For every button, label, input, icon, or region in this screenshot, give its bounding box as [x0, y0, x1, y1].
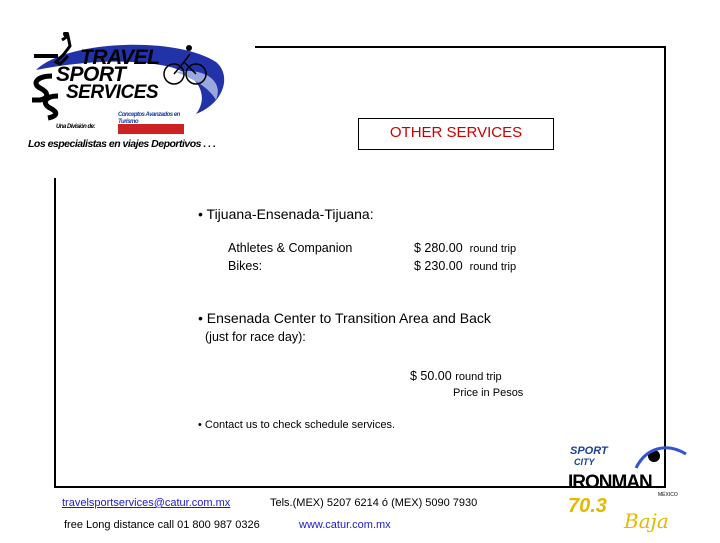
frame-left-line	[54, 178, 56, 488]
price-unit: round trip	[455, 371, 502, 383]
city-word: CITY	[574, 457, 595, 467]
bikes-price	[414, 259, 516, 273]
ensenada-heading: • Ensenada Center to Transition Area and Back	[198, 310, 491, 326]
bikes-label: Bikes:	[228, 259, 263, 273]
page-title: OTHER SERVICES	[389, 124, 523, 141]
ensenada-price	[410, 369, 502, 383]
logo-word-services: SERVICES	[66, 82, 159, 103]
frame-top-line	[255, 46, 666, 48]
baja-word: Baja	[624, 509, 669, 533]
logo-word-travel: TRAVEL	[80, 46, 160, 69]
price-value: $ 280.00	[414, 241, 463, 255]
athletes-companion-price	[414, 241, 516, 255]
currency-note: Price in Pesos	[453, 387, 524, 399]
logo-tagline: Los especialistas en viajes Deportivos . . .	[28, 138, 216, 150]
email-link[interactable]: travelsportservices@catur.com.mx	[62, 497, 231, 509]
phone-numbers: Tels.(MEX) 5207 6214 ó (MEX) 5090 7930	[270, 497, 478, 509]
website-link[interactable]: www.catur.com.mx	[299, 519, 391, 531]
seventy-three-word: 70.3	[568, 495, 607, 517]
travel-sport-services-logo	[26, 32, 252, 154]
mexico-word: MÉXICO	[658, 492, 678, 498]
ironman-word: IRONMAN	[568, 472, 652, 493]
sport-city-word: SPORT	[570, 445, 608, 457]
logo-conceptos-label: Conceptos Avanzados en Turismo	[118, 112, 180, 125]
athletes-companion-label: Athletes & Companion	[228, 241, 353, 255]
ironman-baja-logo	[566, 438, 692, 538]
ensenada-subheading: (just for race day):	[205, 330, 306, 344]
logo-division-label: Una División de:	[56, 124, 96, 130]
logo-word-sport: SPORT	[56, 63, 126, 86]
price-value: $ 50.00	[410, 369, 452, 383]
ironman-logo-graphic	[566, 438, 692, 538]
price-value: $ 230.00	[414, 259, 463, 273]
free-call-number: free Long distance call 01 800 987 0326	[64, 519, 260, 531]
frame-right-line	[664, 46, 666, 488]
tijuana-heading: • Tijuana-Ensenada-Tijuana:	[198, 206, 374, 222]
contact-note: • Contact us to check schedule services.	[198, 419, 396, 431]
price-unit: round trip	[469, 243, 517, 255]
price-unit: round trip	[469, 261, 517, 273]
